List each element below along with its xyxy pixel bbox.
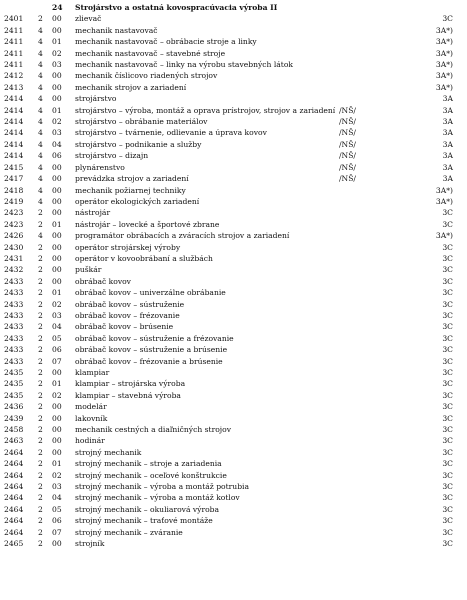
program-code: 2418	[4, 185, 24, 195]
program-code: 2458	[4, 425, 24, 435]
category-code: 3A	[442, 117, 453, 127]
table-row	[0, 105, 467, 116]
program-name: strojný mechanik	[75, 447, 142, 457]
table-row	[0, 287, 467, 298]
variant-code: 00	[52, 402, 62, 412]
variant-code: 00	[52, 253, 62, 263]
level-code: 2	[38, 356, 43, 366]
category-code: 3A*)	[435, 82, 453, 92]
table-row	[0, 321, 467, 332]
program-code: 2433	[4, 310, 24, 320]
level-code: 2	[38, 208, 43, 218]
table-row	[0, 276, 467, 287]
level-code: 2	[38, 390, 43, 400]
program-code: 2419	[4, 196, 24, 206]
note: /NŠ/	[339, 128, 356, 138]
program-code: 2401	[4, 14, 24, 24]
table-row	[0, 515, 467, 526]
level-code: 2	[38, 288, 43, 298]
note: /NŠ/	[339, 117, 356, 127]
category-code: 3C	[442, 470, 453, 480]
variant-code: 00	[52, 413, 62, 423]
category-code: 3C	[442, 425, 453, 435]
program-code: 2431	[4, 253, 24, 263]
table-row	[0, 219, 467, 230]
program-name: obrábač kovov – frézovanie	[75, 310, 180, 320]
variant-code: 00	[52, 174, 62, 184]
variant-code: 01	[52, 219, 62, 229]
variant-code: 00	[52, 82, 62, 92]
category-code: 3C	[442, 345, 453, 355]
program-code: 2415	[4, 162, 24, 172]
program-name: strojný mechanik – výroba a montáž potrubia	[75, 482, 250, 492]
level-code: 4	[38, 60, 43, 70]
category-code: 3C	[442, 299, 453, 309]
variant-code: 00	[52, 208, 62, 218]
table-row	[0, 492, 467, 503]
program-name: obrábač kovov – sústruženie a brúsenie	[75, 345, 228, 355]
program-code: 2414	[4, 94, 24, 104]
level-code: 4	[38, 128, 43, 138]
level-code: 2	[38, 527, 43, 537]
variant-code: 01	[52, 379, 62, 389]
program-name: prevádzka strojov a zariadení	[75, 174, 189, 184]
program-name: mechanik číslicovo riadených strojov	[75, 71, 218, 81]
program-name: strojárstvo – podnikanie a služby	[75, 139, 202, 149]
table-row	[0, 173, 467, 184]
level-code: 2	[38, 447, 43, 457]
variant-code: 06	[52, 345, 62, 355]
program-code: 2433	[4, 288, 24, 298]
table-row	[0, 207, 467, 218]
program-name: programátor obrábacích a zváracích strojov a zariadení	[75, 231, 290, 241]
program-code: 2435	[4, 379, 24, 389]
category-code: 3C	[442, 265, 453, 275]
table-row	[0, 435, 467, 446]
program-name: strojník	[75, 539, 105, 549]
table-row	[0, 185, 467, 196]
program-code: 2464	[4, 516, 24, 526]
program-name: hodinár	[75, 436, 105, 446]
table-row	[0, 150, 467, 161]
program-code: 2465	[4, 539, 24, 549]
program-name: strojný mechanik – zváranie	[75, 527, 183, 537]
category-code: 3C	[442, 413, 453, 423]
level-code: 4	[38, 231, 43, 241]
program-code: 2411	[4, 25, 24, 35]
program-name: strojárstvo	[75, 94, 117, 104]
level-code: 4	[38, 139, 43, 149]
program-name: mechanik nastavovač – obrábacie stroje a linky	[75, 37, 257, 47]
program-code: 2430	[4, 242, 24, 252]
variant-code: 04	[52, 493, 62, 503]
category-code: 3A*)	[435, 71, 453, 81]
variant-code: 01	[52, 288, 62, 298]
level-code: 2	[38, 413, 43, 423]
variant-code: 00	[52, 231, 62, 241]
level-code: 2	[38, 379, 43, 389]
category-code: 3C	[442, 219, 453, 229]
program-name: mechanik nastavovač – linky na výrobu stavebných látok	[75, 60, 294, 70]
variant-code: 01	[52, 37, 62, 47]
variant-code: 02	[52, 299, 62, 309]
level-code: 2	[38, 345, 43, 355]
level-code: 2	[38, 368, 43, 377]
variant-code: 02	[52, 470, 62, 480]
program-code: 2435	[4, 390, 24, 400]
level-code: 4	[38, 37, 43, 47]
program-code: 2432	[4, 265, 24, 275]
category-code: 3C	[442, 356, 453, 366]
program-code: 2464	[4, 459, 24, 469]
level-code: 2	[38, 504, 43, 514]
table-row	[0, 527, 467, 538]
category-code: 3C	[442, 14, 453, 24]
category-code: 3A*)	[435, 196, 453, 206]
table-row	[0, 264, 467, 275]
note: /NŠ/	[339, 151, 356, 161]
level-code: 4	[38, 48, 43, 58]
program-code: 2414	[4, 128, 24, 138]
variant-code: 05	[52, 333, 62, 343]
category-code: 3A*)	[435, 231, 453, 241]
program-code: 2433	[4, 322, 24, 332]
variant-code: 06	[52, 151, 62, 161]
category-code: 3A	[442, 174, 453, 184]
program-name: strojný mechanik – okuliarová výroba	[75, 504, 220, 514]
program-code: 2433	[4, 299, 24, 309]
variant-code: 00	[52, 276, 62, 286]
level-code: 2	[38, 539, 43, 549]
variant-code: 00	[52, 14, 62, 24]
program-name: strojný mechanik – oceľové konštrukcie	[75, 470, 227, 480]
program-name: obrábač kovov	[75, 276, 131, 286]
category-code: 3C	[442, 459, 453, 469]
program-code: 2423	[4, 219, 24, 229]
program-name: mechanik požiarnej techniky	[75, 185, 186, 195]
variant-code: 02	[52, 390, 62, 400]
note: /NŠ/	[339, 174, 356, 184]
level-code: 4	[38, 174, 43, 184]
section-heading	[0, 2, 467, 13]
section-title: Strojárstvo a ostatná kovospracúvacia výroba II	[75, 3, 278, 12]
table-row	[0, 36, 467, 47]
program-name: strojárstvo – dizajn	[75, 151, 149, 161]
program-name: klampiar	[75, 368, 110, 377]
table-row	[0, 127, 467, 138]
category-code: 3A*)	[435, 60, 453, 70]
table-row	[0, 299, 467, 310]
category-code: 3A	[442, 162, 453, 172]
table-row	[0, 116, 467, 127]
level-code: 2	[38, 493, 43, 503]
program-name: puškár	[75, 265, 102, 275]
note: /NŠ/	[339, 139, 356, 149]
code-list-document	[0, 2, 467, 550]
program-code: 2414	[4, 117, 24, 127]
table-row	[0, 504, 467, 515]
level-code: 2	[38, 425, 43, 435]
program-name: operátor strojárskej výroby	[75, 242, 181, 252]
program-code: 2464	[4, 504, 24, 514]
program-name: mechanik strojov a zariadení	[75, 82, 187, 92]
table-row	[0, 139, 467, 150]
table-row	[0, 470, 467, 481]
level-code: 2	[38, 402, 43, 412]
category-code: 3C	[442, 310, 453, 320]
category-code: 3C	[442, 527, 453, 537]
table-row	[0, 390, 467, 401]
table-row	[0, 458, 467, 469]
table-row	[0, 413, 467, 424]
program-name: plynárenstvo	[75, 162, 125, 172]
program-code: 2433	[4, 276, 24, 286]
category-code: 3C	[442, 504, 453, 514]
table-row	[0, 367, 467, 378]
program-name: obrábač kovov – univerzálne obrábanie	[75, 288, 226, 298]
category-code: 3C	[442, 379, 453, 389]
variant-code: 00	[52, 185, 62, 195]
program-name: zlievač	[75, 14, 102, 24]
category-code: 3C	[442, 436, 453, 446]
category-code: 3C	[442, 493, 453, 503]
category-code: 3C	[442, 516, 453, 526]
variant-code: 00	[52, 162, 62, 172]
category-code: 3C	[442, 390, 453, 400]
variant-code: 01	[52, 105, 62, 115]
table-row	[0, 196, 467, 207]
level-code: 4	[38, 25, 43, 35]
variant-code: 00	[52, 242, 62, 252]
program-name: klampiar – strojárska výroba	[75, 379, 186, 389]
program-code: 2433	[4, 356, 24, 366]
program-name: lakovník	[75, 413, 108, 423]
table-row	[0, 310, 467, 321]
program-code: 2413	[4, 82, 24, 92]
program-code: 2464	[4, 527, 24, 537]
program-name: operátor v kovoobrábaní a službách	[75, 253, 213, 263]
variant-code: 00	[52, 539, 62, 549]
table-row	[0, 230, 467, 241]
category-code: 3C	[442, 368, 453, 377]
program-code: 2411	[4, 37, 24, 47]
level-code: 4	[38, 105, 43, 115]
program-name: mechanik nastavovač	[75, 25, 158, 35]
category-code: 3C	[442, 539, 453, 549]
table-row	[0, 538, 467, 549]
level-code: 4	[38, 82, 43, 92]
category-code: 3C	[442, 402, 453, 412]
level-code: 2	[38, 459, 43, 469]
program-name: strojný mechanik – výroba a montáž kotlov	[75, 493, 240, 503]
table-row	[0, 253, 467, 264]
level-code: 2	[38, 276, 43, 286]
table-row	[0, 93, 467, 104]
variant-code: 00	[52, 425, 62, 435]
program-code: 2433	[4, 345, 24, 355]
program-name: strojný mechanik – stroje a zariadenia	[75, 459, 222, 469]
level-code: 2	[38, 310, 43, 320]
category-code: 3A*)	[435, 48, 453, 58]
category-code: 3A*)	[435, 185, 453, 195]
program-code: 2417	[4, 174, 24, 184]
program-name: operátor ekologických zariadení	[75, 196, 200, 206]
program-name: obrábač kovov – brúsenie	[75, 322, 174, 332]
table-row	[0, 242, 467, 253]
variant-code: 07	[52, 356, 62, 366]
level-code: 4	[38, 151, 43, 161]
table-row	[0, 13, 467, 24]
code-list	[0, 13, 467, 549]
category-code: 3C	[442, 253, 453, 263]
program-code: 2411	[4, 48, 24, 58]
program-code: 2436	[4, 402, 24, 412]
category-code: 3C	[442, 208, 453, 218]
program-code: 2412	[4, 71, 24, 81]
program-name: nástrojár	[75, 208, 111, 218]
table-row	[0, 356, 467, 367]
variant-code: 02	[52, 48, 62, 58]
program-code: 2464	[4, 493, 24, 503]
variant-code: 00	[52, 436, 62, 446]
program-name: strojárstvo – výroba, montáž a oprava prístrojov, strojov a zariadení	[75, 105, 336, 115]
category-code: 3C	[442, 276, 453, 286]
level-code: 4	[38, 117, 43, 127]
variant-code: 03	[52, 128, 62, 138]
category-code: 3A	[442, 139, 453, 149]
level-code: 2	[38, 265, 43, 275]
category-code: 3A*)	[435, 37, 453, 47]
variant-code: 00	[52, 71, 62, 81]
level-code: 2	[38, 322, 43, 332]
level-code: 2	[38, 436, 43, 446]
program-code: 2426	[4, 231, 24, 241]
program-name: obrábač kovov – frézovanie a brúsenie	[75, 356, 223, 366]
section-number: 24	[52, 3, 63, 12]
table-row	[0, 424, 467, 435]
table-row	[0, 344, 467, 355]
table-row	[0, 333, 467, 344]
level-code: 4	[38, 196, 43, 206]
level-code: 2	[38, 470, 43, 480]
variant-code: 02	[52, 117, 62, 127]
table-row	[0, 378, 467, 389]
table-row	[0, 481, 467, 492]
category-code: 3A	[442, 128, 453, 138]
program-code: 2464	[4, 447, 24, 457]
level-code: 2	[38, 253, 43, 263]
level-code: 2	[38, 333, 43, 343]
level-code: 2	[38, 219, 43, 229]
program-code: 2435	[4, 368, 24, 377]
table-row	[0, 25, 467, 36]
category-code: 3C	[442, 322, 453, 332]
variant-code: 04	[52, 322, 62, 332]
variant-code: 03	[52, 60, 62, 70]
variant-code: 06	[52, 516, 62, 526]
category-code: 3A	[442, 94, 453, 104]
category-code: 3A	[442, 105, 453, 115]
level-code: 4	[38, 94, 43, 104]
program-code: 2439	[4, 413, 24, 423]
category-code: 3C	[442, 333, 453, 343]
program-code: 2414	[4, 151, 24, 161]
category-code: 3C	[442, 482, 453, 492]
program-code: 2464	[4, 470, 24, 480]
table-row	[0, 59, 467, 70]
variant-code: 05	[52, 504, 62, 514]
level-code: 4	[38, 162, 43, 172]
category-code: 3A*)	[435, 25, 453, 35]
table-row	[0, 162, 467, 173]
program-name: strojný mechanik – traťové montáže	[75, 516, 213, 526]
program-name: strojárstvo – obrábanie materiálov	[75, 117, 208, 127]
table-row	[0, 82, 467, 93]
category-code: 3C	[442, 447, 453, 457]
program-code: 2414	[4, 105, 24, 115]
variant-code: 00	[52, 265, 62, 275]
note: /NŠ/	[339, 162, 356, 172]
note: /NŠ/	[339, 105, 356, 115]
level-code: 2	[38, 516, 43, 526]
category-code: 3A	[442, 151, 453, 161]
program-code: 2414	[4, 139, 24, 149]
variant-code: 00	[52, 447, 62, 457]
variant-code: 01	[52, 459, 62, 469]
variant-code: 07	[52, 527, 62, 537]
variant-code: 00	[52, 196, 62, 206]
table-row	[0, 401, 467, 412]
variant-code: 00	[52, 368, 62, 377]
variant-code: 03	[52, 482, 62, 492]
program-name: mechanik cestných a diaľničných strojov	[75, 425, 231, 435]
category-code: 3C	[442, 242, 453, 252]
level-code: 2	[38, 14, 43, 24]
program-code: 2463	[4, 436, 24, 446]
variant-code: 03	[52, 310, 62, 320]
table-row	[0, 447, 467, 458]
program-code: 2433	[4, 333, 24, 343]
level-code: 2	[38, 482, 43, 492]
level-code: 2	[38, 299, 43, 309]
variant-code: 00	[52, 25, 62, 35]
program-code: 2411	[4, 60, 24, 70]
program-name: strojárstvo – tvárnenie, odlievanie a úprava kovov	[75, 128, 267, 138]
program-name: obrábač kovov – sústruženie a frézovanie	[75, 333, 234, 343]
category-code: 3C	[442, 288, 453, 298]
program-name: klampiar – stavebná výroba	[75, 390, 181, 400]
level-code: 4	[38, 185, 43, 195]
program-name: nástrojár – lovecké a športové zbrane	[75, 219, 220, 229]
level-code: 2	[38, 242, 43, 252]
program-code: 2423	[4, 208, 24, 218]
program-name: obrábač kovov – sústruženie	[75, 299, 185, 309]
table-row	[0, 48, 467, 59]
level-code: 4	[38, 71, 43, 81]
program-code: 2464	[4, 482, 24, 492]
variant-code: 00	[52, 94, 62, 104]
table-row	[0, 70, 467, 81]
program-name: modelár	[75, 402, 107, 412]
program-name: mechanik nastavovač – stavebné stroje	[75, 48, 226, 58]
variant-code: 04	[52, 139, 62, 149]
